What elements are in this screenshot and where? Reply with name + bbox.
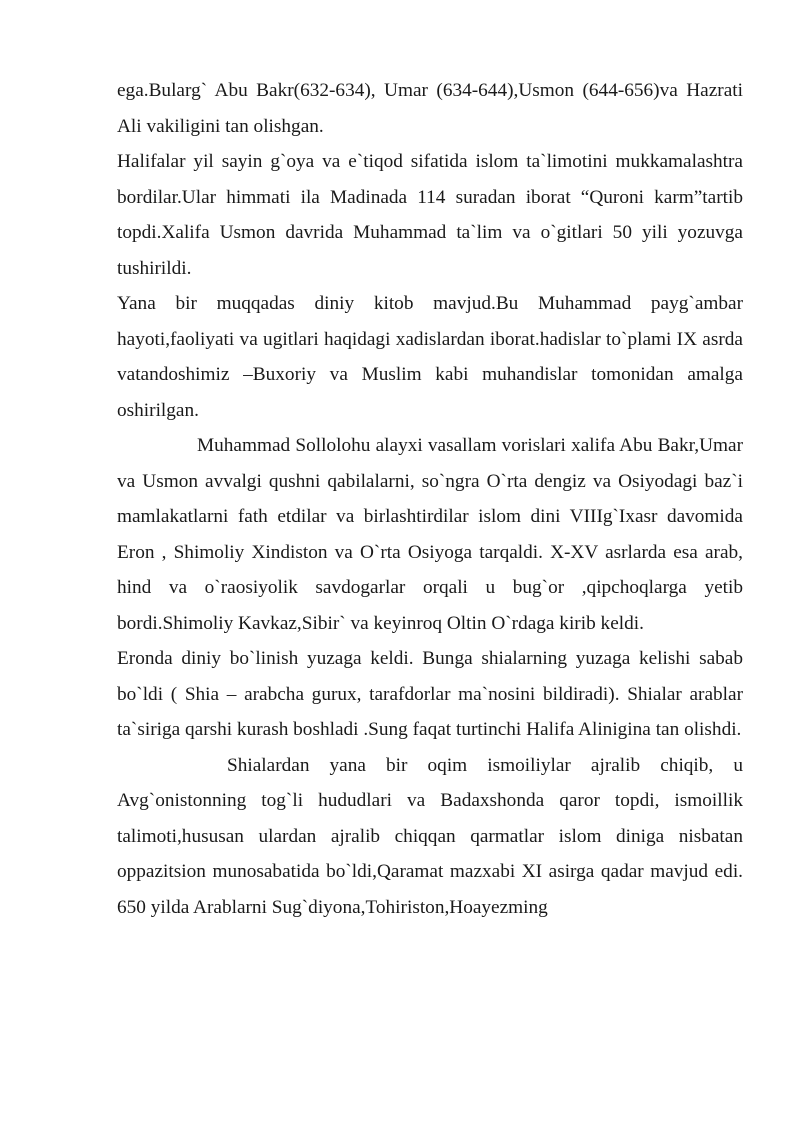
paragraph-2: Halifalar yil sayin g`oya va e`tiqod sifatida islom ta`limotini mukkamalashtra bordilar.Ular himmati ila Madinada 114 suradan iborat “Quroni karm”tartib topdi.Xalifa Usmon davrida Muhammad ta`lim va o`gitlari 50 yili yozuvga tushirildi. xyxy=(117,151,743,279)
paragraph-3: Yana bir muqqadas diniy kitob mavjud.Bu Muhammad payg`ambar hayoti,faoliyati va ugitlari haqidagi xadislardan iborat.hadislar to`plami IX asrda vatandoshimiz –Buxoriy va Muslim kabi muhandislar tomonidan amalga oshirilgan. xyxy=(117,293,743,421)
paragraph-5: Eronda diniy bo`linish yuzaga keldi. Bunga shialarning yuzaga kelishi sabab bo`ldi ( Shia – arabcha gurux, tarafdorlar ma`nosini bildiradi). Shialar arablar ta`siriga qarshi kurash boshladi .Sung faqat turtinchi Halifa Alinigina tan olishdi. xyxy=(117,648,743,740)
document-body xyxy=(117,73,743,925)
paragraph-6: Shialardan yana bir oqim ismoiliylar ajralib chiqib, u Avg`onistonning tog`li hududlari va Badaxshonda qaror topdi, ismoillik talimoti,hususan ulardan ajralib chiqqan qarmatlar islom diniga nisbatan oppazitsion munosabatida bo`ldi,Qaramat mazxabi XI asirga qadar mavjud edi. 650 yilda Arablarni Sug`diyona,Tohiriston,Hoayezming xyxy=(117,754,743,918)
paragraph-4: Muhammad Sollolohu alayxi vasallam vorislari xalifa Abu Bakr,Umar va Usmon avvalgi qushni qabilalarni, so`ngra O`rta dengiz va Osiyodagi baz`i mamlakatlarni fath etdilar va birlashtirdilar islom dini VIIIg`Ixasr davomida Eron , Shimoliy Xindiston va O`rta Osiyoga tarqaldi. X-XV asrlarda esa arab, hind va o`raosiyolik savdogarlar orqali u bug`or ,qipchoqlarga yetib bordi.Shimoliy Kavkaz,Sibir` va keyinroq Oltin O`rdaga kirib keldi. xyxy=(117,435,743,634)
paragraph-1: ega.Bularg` Abu Bakr(632-634), Umar (634-644),Usmon (644-656)va Hazrati Ali vakiligini tan olishgan. xyxy=(117,80,743,137)
